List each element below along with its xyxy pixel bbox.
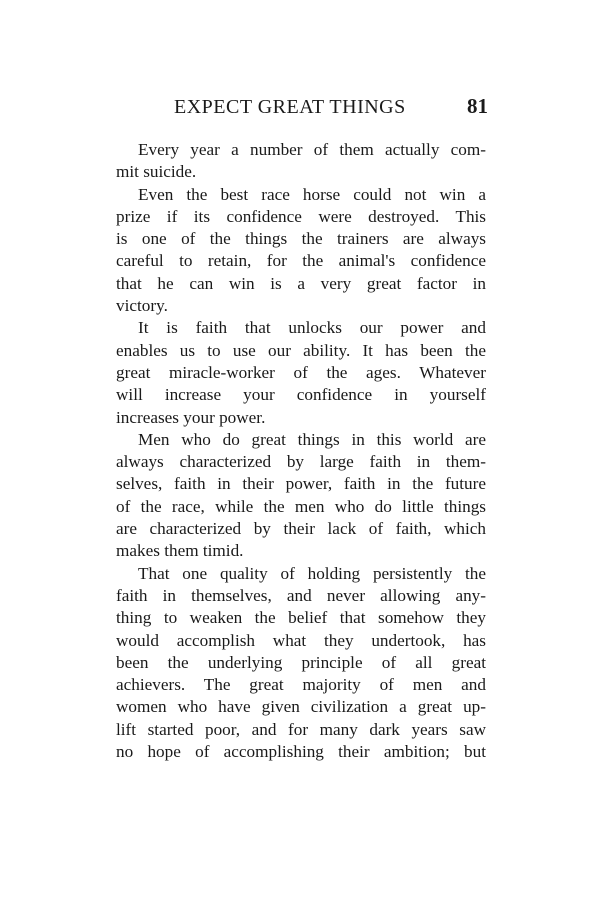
text-line: that he can win is a very great factor in xyxy=(116,273,486,293)
text-line: increases your power. xyxy=(116,407,266,427)
text-line: of the race, while the men who do little things xyxy=(116,496,486,516)
text-line: lift started poor, and for many dark years saw xyxy=(116,719,486,739)
text-line: are characterized by their lack of faith, which xyxy=(116,519,486,539)
text-line: That one quality of holding persistently the xyxy=(138,563,486,583)
text-line: mit suicide. xyxy=(116,162,197,182)
text-line: always characterized by large faith in them- xyxy=(116,452,486,472)
text-line: careful to retain, for the animal's confidence xyxy=(116,251,486,271)
page-header xyxy=(116,96,488,122)
text-line: prize if its confidence were destroyed. This xyxy=(116,206,486,226)
body-text xyxy=(116,139,486,763)
text-line: achievers. The great majority of men and xyxy=(116,675,486,695)
text-line: victory. xyxy=(116,296,168,316)
text-line: enables us to use our ability. It has been the xyxy=(116,340,486,360)
text-line: been the underlying principle of all great xyxy=(116,652,486,672)
text-line: Men who do great things in this world are xyxy=(138,429,486,449)
text-line: no hope of accomplishing their ambition; but xyxy=(116,742,486,762)
text-line: faith in themselves, and never allowing any- xyxy=(116,585,486,605)
page-number: 81 xyxy=(467,94,488,118)
text-line: selves, faith in their power, faith in the future xyxy=(116,474,486,494)
text-line: It is faith that unlocks our power and xyxy=(138,318,486,338)
text-line: thing to weaken the belief that somehow they xyxy=(116,608,486,628)
text-line: great miracle-worker of the ages. Whatever xyxy=(116,362,486,382)
running-head: EXPECT GREAT THINGS xyxy=(174,96,406,118)
text-line: women who have given civilization a great up- xyxy=(116,697,486,717)
text-line: Even the best race horse could not win a xyxy=(138,184,486,204)
text-line: is one of the things the trainers are always xyxy=(116,229,486,249)
text-line: will increase your confidence in yourself xyxy=(116,385,486,405)
text-line: makes them timid. xyxy=(116,541,244,561)
text-line: would accomplish what they undertook, has xyxy=(116,630,486,650)
text-line: Every year a number of them actually com- xyxy=(138,140,486,159)
